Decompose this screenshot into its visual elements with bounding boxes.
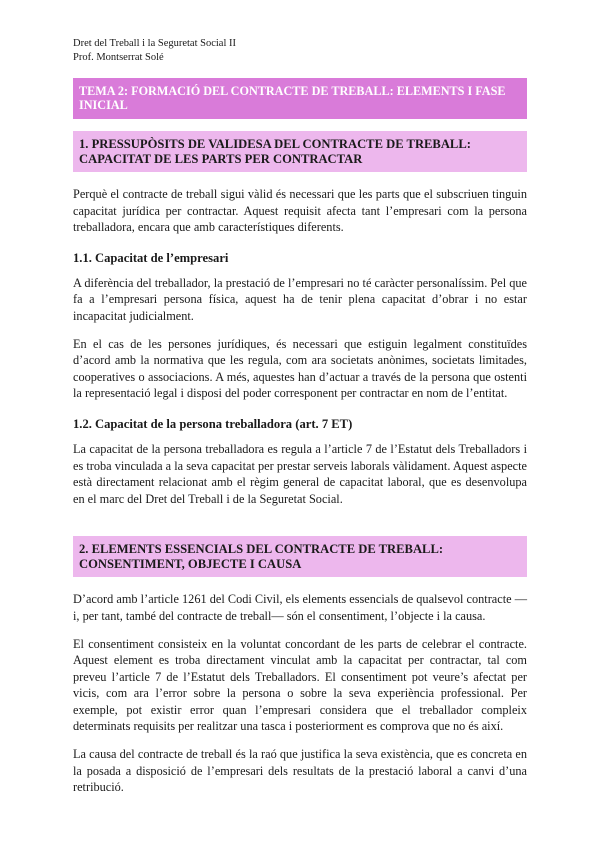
subsection-1-2-heading: 1.2. Capacitat de la persona treballadora (art. 7 ET)	[73, 416, 353, 431]
section-2-paragraph-1: D’acord amb l’article 1261 del Codi Civil, els elements essencials de qualsevol contracte —i, per tant, també del contracte de treball— són el consentiment, l’objecte i la causa.	[73, 592, 527, 623]
section-1-intro: Perquè el contracte de treball sigui vàlid és necessari que les parts que el subscriuen tinguin capacitat jurídica per contractar. Aquest requisit afecta tant l’empresari com la persona treballadora, encara que amb característiques diferents.	[73, 187, 527, 235]
section-1-heading: 1. PRESSUPÒSITS DE VALIDESA DEL CONTRACTE DE TREBALL: CAPACITAT DE LES PARTS PER CONTRACTAR	[73, 131, 527, 172]
subsection-1-2-paragraph-1: La capacitat de la persona treballadora es regula a l’article 7 de l’Estatut dels Treballadors i es troba vinculada a la seva capacitat per prestar serveis laborals vàlidament. Aquest aspecte està directament relacionat amb el règim general de capacitat laboral, que es desenvolupa en el marc del Dret del Treball i de la Seguretat Social.	[73, 441, 527, 506]
course-name: Dret del Treball i la Seguretat Social II	[73, 38, 237, 49]
page-header	[73, 0, 527, 65]
subsection-1-1-heading: 1.1. Capacitat de l’empresari	[73, 250, 229, 265]
section-2-paragraph-3: La causa del contracte de treball és la raó que justifica la seva existència, que es concreta en la posada a disposició de l’empresari dels resultats de la prestació laboral a canvi d’una retribució.	[73, 747, 527, 795]
topic-title: TEMA 2: FORMACIÓ DEL CONTRACTE DE TREBALL: ELEMENTS I FASE INICIAL	[73, 78, 527, 119]
professor-name: Prof. Montserrat Solé	[73, 52, 164, 63]
section-2-paragraph-2: El consentiment consisteix en la voluntat concordant de les parts de celebrar el contracte. Aquest element es troba directament vinculat amb la capacitat per contractar, tal com preveu l’article 7 de l’Estatut dels Treballadors. El consentiment pot veure’s afectat per vicis, com ara l’error sobre la persona o sobre la seva experiència professional. Per exemple, pot existir error quan l’empresari considera que el treballador compleix determinats requisits per realitzar una tasca i posteriorment es comprova que no és així.	[73, 636, 527, 734]
subsection-1-1-paragraph-2: En el cas de les persones jurídiques, és necessari que estiguin legalment constituïdes d’acord amb la normativa que les regula, com ara societats anònimes, societats limitades, cooperatives o associacions. A més, aquestes han d’actuar a través de la persona que ostenti la representació legal i disposi del poder corresponent per contractar en nom de l’entitat.	[73, 336, 527, 401]
section-2-heading: 2. ELEMENTS ESSENCIALS DEL CONTRACTE DE TREBALL: CONSENTIMENT, OBJECTE I CAUSA	[73, 536, 527, 577]
subsection-1-1-paragraph-1: A diferència del treballador, la prestació de l’empresari no té caràcter personalíssim. Pel que fa a l’empresari persona física, aquest ha de tenir plena capacitat d’obrar i no estar incapacitat judicialment.	[73, 275, 527, 323]
